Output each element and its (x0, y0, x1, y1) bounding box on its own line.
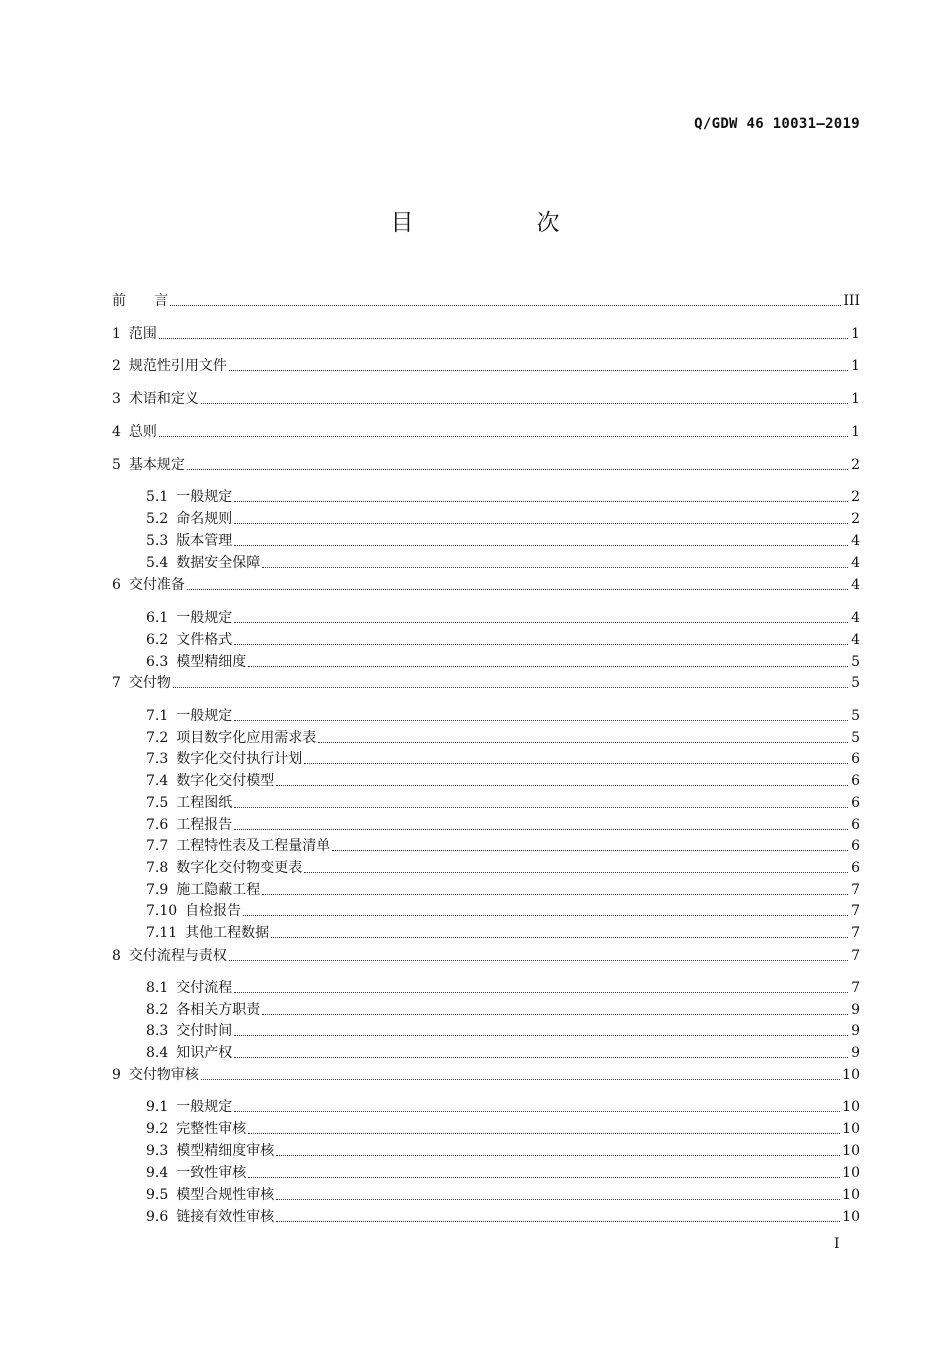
toc-entry-label: 工程报告 (176, 817, 233, 833)
toc-entry[interactable] (146, 879, 860, 901)
toc-entry[interactable] (146, 1206, 860, 1228)
dot-leader (234, 1111, 840, 1112)
toc-entry[interactable] (146, 1140, 860, 1162)
toc-entry[interactable] (146, 1096, 860, 1118)
dot-leader (234, 807, 848, 808)
dot-leader (262, 1014, 848, 1015)
dot-leader (159, 436, 848, 437)
toc-entry-number: 7.2 (146, 730, 169, 746)
toc-entry-label: 各相关方职责 (176, 1002, 261, 1018)
toc-entry-page: 1 (851, 424, 860, 440)
toc-entry-page: 7 (851, 980, 860, 996)
toc-entry[interactable] (112, 945, 860, 967)
toc-entry[interactable] (146, 530, 860, 552)
toc-entry[interactable] (112, 355, 860, 377)
dot-leader (187, 589, 848, 590)
toc-entry[interactable] (112, 454, 860, 476)
dot-leader (234, 622, 848, 623)
toc-entry[interactable] (146, 607, 860, 629)
toc-entry-number: 8.2 (146, 1002, 169, 1018)
dot-leader (271, 937, 848, 938)
toc-entry-number: 7.7 (146, 838, 169, 854)
toc-entry[interactable] (146, 705, 860, 727)
dot-leader (332, 850, 848, 851)
dot-leader (234, 1035, 848, 1036)
toc-entry-number: 5.2 (146, 511, 169, 527)
toc-entry-page: 4 (851, 533, 860, 549)
toc-entry-number: 1 (112, 326, 121, 342)
dot-leader (276, 1199, 840, 1200)
dot-leader (234, 829, 848, 830)
dot-leader (318, 742, 848, 743)
toc-entry-number: 6.1 (146, 610, 169, 626)
toc-entry-page: 10 (842, 1121, 860, 1137)
dot-leader (248, 1133, 840, 1134)
toc-entry[interactable] (146, 508, 860, 530)
toc-entry[interactable] (112, 574, 860, 596)
dot-leader (262, 894, 848, 895)
toc-entry-page: 2 (851, 489, 860, 505)
toc-entry-label: 交付时间 (176, 1023, 233, 1039)
toc-entry[interactable] (112, 290, 860, 312)
toc-entry-label: 交付流程与责权 (128, 948, 227, 964)
page-number: I (834, 1236, 840, 1252)
toc-entry-page: 1 (851, 326, 860, 342)
toc-entry[interactable] (146, 1118, 860, 1140)
dot-leader (304, 872, 848, 873)
toc-entry-number: 9.4 (146, 1165, 169, 1181)
toc-entry[interactable] (146, 999, 860, 1021)
toc-entry[interactable] (146, 922, 860, 944)
page-title: 目 次 (390, 210, 610, 236)
dot-leader (262, 567, 848, 568)
toc-entry-label: 数据安全保障 (176, 555, 261, 571)
toc-entry[interactable] (112, 323, 860, 345)
toc-entry-label: 数字化交付执行计划 (176, 751, 303, 767)
toc-entry-number: 6.2 (146, 632, 169, 648)
toc-entry[interactable] (146, 1020, 860, 1042)
toc-entry-page: III (843, 293, 860, 309)
toc-entry-number: 5.1 (146, 489, 169, 505)
standard-code: Q/GDW 46 10031—2019 (694, 116, 860, 132)
toc-entry-label: 项目数字化应用需求表 (176, 730, 317, 746)
toc-entry[interactable] (146, 727, 860, 749)
toc-entry[interactable] (146, 792, 860, 814)
toc-entry[interactable] (146, 857, 860, 879)
toc-entry[interactable] (146, 900, 860, 922)
dot-leader (187, 469, 848, 470)
toc-entry-label: 知识产权 (176, 1045, 233, 1061)
toc-entry-page: 4 (851, 577, 860, 593)
toc-entry-page: 5 (851, 675, 860, 691)
dot-leader (234, 523, 848, 524)
toc-entry-page: 9 (851, 1045, 860, 1061)
toc-entry[interactable] (146, 552, 860, 574)
toc-entry-number: 7.8 (146, 860, 169, 876)
toc-entry-number: 8.1 (146, 980, 169, 996)
toc-entry-label: 自检报告 (185, 903, 242, 919)
toc-entry-label: 数字化交付模型 (176, 773, 275, 789)
dot-leader (201, 403, 848, 404)
toc-entry[interactable] (146, 651, 860, 673)
toc-entry-page: 6 (851, 795, 860, 811)
toc-entry-number: 7.6 (146, 817, 169, 833)
toc-entry[interactable] (146, 814, 860, 836)
toc-entry-number: 8.3 (146, 1023, 169, 1039)
toc-entry-label: 一般规定 (176, 489, 233, 505)
dot-leader (229, 370, 848, 371)
toc-entry-number: 4 (112, 424, 121, 440)
toc-entry-number: 9 (112, 1067, 121, 1083)
toc-entry[interactable] (112, 1064, 860, 1086)
toc-entry[interactable] (112, 421, 860, 443)
toc-entry-label: 前 言 (112, 293, 168, 309)
toc-entry-page: 6 (851, 838, 860, 854)
dot-leader (276, 785, 848, 786)
toc-entry-label: 交付流程 (176, 980, 233, 996)
toc-entry-number: 3 (112, 391, 121, 407)
toc-entry[interactable] (146, 770, 860, 792)
dot-leader (234, 545, 848, 546)
toc-entry-page: 5 (851, 654, 860, 670)
toc-entry-page: 10 (842, 1143, 860, 1159)
toc-entry-number: 7.4 (146, 773, 169, 789)
toc-entry-number: 9.5 (146, 1187, 169, 1203)
toc-entry-page: 7 (851, 903, 860, 919)
toc-entry-number: 7 (112, 675, 121, 691)
toc-entry-number: 7.5 (146, 795, 169, 811)
toc-entry-page: 2 (851, 457, 860, 473)
toc-entry[interactable] (146, 835, 860, 857)
toc-entry-page: 4 (851, 610, 860, 626)
toc-entry-number: 6 (112, 577, 121, 593)
dot-leader (201, 1079, 840, 1080)
toc-entry-page: 6 (851, 860, 860, 876)
toc-entry-label: 一般规定 (176, 1099, 233, 1115)
toc-entry-number: 2 (112, 358, 121, 374)
toc-entry-number: 6.3 (146, 654, 169, 670)
toc-entry-label: 文件格式 (176, 632, 233, 648)
toc-entry-label: 施工隐蔽工程 (176, 882, 261, 898)
toc-entry-page: 5 (851, 730, 860, 746)
toc-entry-page: 6 (851, 751, 860, 767)
dot-leader (229, 960, 848, 961)
toc-entry-page: 7 (851, 948, 860, 964)
toc-entry-label: 基本规定 (128, 457, 185, 473)
toc-entry-label: 工程图纸 (176, 795, 233, 811)
toc-entry[interactable] (146, 748, 860, 770)
toc-entry-label: 范围 (128, 326, 157, 342)
toc-entry-number: 7.10 (146, 903, 178, 919)
toc-entry[interactable] (146, 1184, 860, 1206)
dot-leader (234, 501, 848, 502)
dot-leader (234, 1057, 848, 1058)
dot-leader (276, 1155, 840, 1156)
dot-leader (234, 720, 848, 721)
toc-entry[interactable] (112, 388, 860, 410)
dot-leader (304, 763, 848, 764)
dot-leader (248, 1177, 840, 1178)
toc-entry-number: 8.4 (146, 1045, 169, 1061)
toc-entry-number: 7.9 (146, 882, 169, 898)
toc-entry-label: 链接有效性审核 (176, 1209, 275, 1225)
toc-entry-number: 8 (112, 948, 121, 964)
toc-entry-page: 4 (851, 555, 860, 571)
toc-entry-page: 10 (842, 1209, 860, 1225)
toc-entry-label: 版本管理 (176, 533, 233, 549)
toc-entry-page: 1 (851, 358, 860, 374)
toc-entry-page: 10 (842, 1165, 860, 1181)
dot-leader (234, 644, 848, 645)
dot-leader (248, 666, 848, 667)
toc-entry-label: 总则 (128, 424, 157, 440)
toc-entry-page: 10 (842, 1187, 860, 1203)
toc-entry-page: 9 (851, 1023, 860, 1039)
toc-entry-label: 一般规定 (176, 610, 233, 626)
toc-entry-page: 2 (851, 511, 860, 527)
toc-entry-page: 7 (851, 925, 860, 941)
toc-entry-number: 9.2 (146, 1121, 169, 1137)
toc-entry-number: 7.3 (146, 751, 169, 767)
toc-entry-label: 命名规则 (176, 511, 233, 527)
toc-entry-number: 9.3 (146, 1143, 169, 1159)
toc-entry-label: 交付物 (128, 675, 171, 691)
toc-entry-page: 1 (851, 391, 860, 407)
toc-entry[interactable] (146, 486, 860, 508)
toc-entry-number: 5.4 (146, 555, 169, 571)
toc-entry-label: 完整性审核 (176, 1121, 247, 1137)
toc-entry[interactable] (146, 629, 860, 651)
toc-entry-number: 5.3 (146, 533, 169, 549)
toc-entry-label: 数字化交付物变更表 (176, 860, 303, 876)
toc-entry-label: 一般规定 (176, 708, 233, 724)
toc-entry-page: 9 (851, 1002, 860, 1018)
dot-leader (159, 338, 848, 339)
toc-entry-page: 5 (851, 708, 860, 724)
dot-leader (243, 915, 848, 916)
toc-entry-label: 模型精细度 (176, 654, 247, 670)
toc-entry-number: 9.6 (146, 1209, 169, 1225)
toc-entry-label: 交付物审核 (128, 1067, 199, 1083)
toc-entry-label: 模型合规性审核 (176, 1187, 275, 1203)
toc-entry-label: 交付准备 (128, 577, 185, 593)
toc-entry[interactable] (146, 1162, 860, 1184)
toc-entry-page: 10 (842, 1067, 860, 1083)
dot-leader (170, 305, 841, 306)
toc-entry-number: 7.11 (146, 925, 178, 941)
toc-entry-number: 7.1 (146, 708, 169, 724)
toc-entry-label: 术语和定义 (128, 391, 199, 407)
dot-leader (234, 992, 848, 993)
toc-entry-label: 模型精细度审核 (176, 1143, 275, 1159)
dot-leader (173, 687, 848, 688)
toc-entry[interactable] (146, 1042, 860, 1064)
toc-entry-page: 10 (842, 1099, 860, 1115)
toc-entry-label: 一致性审核 (176, 1165, 247, 1181)
toc-entry-label: 工程特性表及工程量清单 (176, 838, 331, 854)
toc-entry-number: 9.1 (146, 1099, 169, 1115)
toc-entry-page: 6 (851, 817, 860, 833)
toc-entry[interactable] (112, 672, 860, 694)
toc-entry-page: 6 (851, 773, 860, 789)
toc-entry-page: 4 (851, 632, 860, 648)
toc-entry-page: 7 (851, 882, 860, 898)
toc-entry-label: 其他工程数据 (185, 925, 270, 941)
toc-entry-number: 5 (112, 457, 121, 473)
toc-entry-label: 规范性引用文件 (128, 358, 227, 374)
toc-entry[interactable] (146, 977, 860, 999)
dot-leader (276, 1221, 840, 1222)
